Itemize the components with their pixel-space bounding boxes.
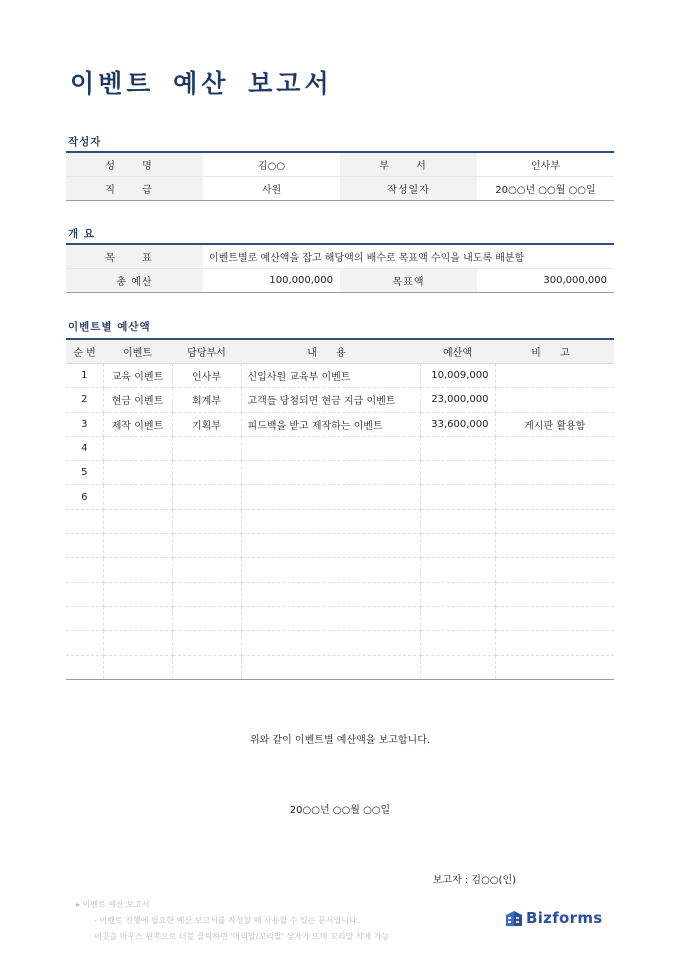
row-note[interactable] <box>495 461 614 485</box>
report-date: 20○○년 ○○월 ○○일 <box>289 805 391 816</box>
row-event[interactable] <box>103 461 172 485</box>
row-dept[interactable] <box>172 606 241 630</box>
row-content[interactable] <box>241 461 420 485</box>
row-event[interactable] <box>103 606 172 630</box>
row-no[interactable]: 5 <box>66 461 103 485</box>
row-dept[interactable]: 회계부 <box>172 388 241 412</box>
events-section-label: 이벤트별 예산액 <box>68 321 151 333</box>
row-dept[interactable] <box>172 485 241 509</box>
row-content[interactable]: 고객들 당첨되면 현금 지급 이벤트 <box>241 388 420 412</box>
row-event[interactable] <box>103 582 172 606</box>
name-label: 성 명 <box>66 152 203 177</box>
row-note[interactable] <box>495 606 614 630</box>
row-dept[interactable] <box>172 655 241 679</box>
row-budget[interactable] <box>420 534 495 558</box>
table-row <box>66 461 614 485</box>
row-budget[interactable] <box>420 582 495 606</box>
row-budget[interactable]: 10,009,000 <box>420 364 495 388</box>
overview-section-label: 개 요 <box>68 228 95 240</box>
row-note[interactable] <box>495 436 614 460</box>
writer-row-1 <box>66 152 614 177</box>
overview-table <box>66 243 614 293</box>
row-content[interactable] <box>241 582 420 606</box>
document-title: 이벤트 예산 보고서 <box>70 69 333 98</box>
building-icon <box>505 909 523 927</box>
header-dept: 담당부서 <box>172 339 241 364</box>
row-budget[interactable]: 23,000,000 <box>420 388 495 412</box>
row-dept[interactable] <box>172 582 241 606</box>
row-note[interactable] <box>495 558 614 582</box>
row-note[interactable] <box>495 364 614 388</box>
row-no[interactable]: 6 <box>66 485 103 509</box>
header-budget: 예산액 <box>420 339 495 364</box>
row-content[interactable]: 피드백을 받고 제작하는 이벤트 <box>241 412 420 436</box>
row-note[interactable] <box>495 655 614 679</box>
reporter-signature: 보고자 : 김○○(인) <box>432 875 516 886</box>
row-dept[interactable]: 기획부 <box>172 412 241 436</box>
row-no[interactable] <box>66 534 103 558</box>
row-budget[interactable] <box>420 436 495 460</box>
table-row <box>66 412 614 436</box>
row-budget[interactable] <box>420 485 495 509</box>
row-no[interactable] <box>66 655 103 679</box>
table-row <box>66 485 614 509</box>
row-content[interactable] <box>241 631 420 655</box>
row-note[interactable] <box>495 388 614 412</box>
row-event[interactable]: 교육 이벤트 <box>103 364 172 388</box>
row-dept[interactable] <box>172 558 241 582</box>
row-dept[interactable] <box>172 534 241 558</box>
row-budget[interactable] <box>420 606 495 630</box>
writer-section-label: 작성자 <box>68 136 102 148</box>
row-event[interactable] <box>103 436 172 460</box>
row-budget[interactable] <box>420 461 495 485</box>
goal-label: 목 표 <box>66 244 203 269</box>
row-content[interactable] <box>241 436 420 460</box>
row-event[interactable] <box>103 534 172 558</box>
row-no[interactable]: 1 <box>66 364 103 388</box>
row-event[interactable] <box>103 485 172 509</box>
dept-value[interactable]: 인사부 <box>477 152 614 177</box>
row-note[interactable] <box>495 534 614 558</box>
row-no[interactable]: 3 <box>66 412 103 436</box>
row-budget[interactable] <box>420 655 495 679</box>
dept-label: 부 서 <box>340 152 477 177</box>
row-content[interactable] <box>241 534 420 558</box>
table-row <box>66 582 614 606</box>
row-budget[interactable]: 33,600,000 <box>420 412 495 436</box>
budget-label: 총 예산 <box>66 269 203 293</box>
row-event[interactable] <box>103 509 172 533</box>
row-dept[interactable]: 인사부 <box>172 364 241 388</box>
table-row <box>66 606 614 630</box>
overview-row-1 <box>66 244 614 269</box>
header-note: 비 고 <box>495 339 614 364</box>
row-event[interactable] <box>103 631 172 655</box>
row-dept[interactable] <box>172 509 241 533</box>
writer-row-2 <box>66 177 614 201</box>
footer-instruction: 이곳을 마우스 왼쪽으로 더블 클릭하면 '머리말/꼬리말' 상자가 뜨며 꼬리말 삭제 가능 <box>94 932 390 941</box>
table-row <box>66 655 614 679</box>
header-event: 이벤트 <box>103 339 172 364</box>
row-no[interactable] <box>66 631 103 655</box>
table-row <box>66 631 614 655</box>
table-row <box>66 364 614 388</box>
row-content[interactable] <box>241 558 420 582</box>
table-row <box>66 509 614 533</box>
header-content: 내 용 <box>241 339 420 364</box>
row-dept[interactable] <box>172 436 241 460</box>
row-content[interactable] <box>241 485 420 509</box>
row-note[interactable]: 게시판 활용함 <box>495 412 614 436</box>
target-value[interactable]: 300,000,000 <box>543 275 607 286</box>
row-content[interactable] <box>241 655 420 679</box>
row-content[interactable] <box>241 509 420 533</box>
row-budget[interactable] <box>420 631 495 655</box>
bizforms-logo <box>505 909 603 927</box>
header-no: 순 번 <box>66 339 103 364</box>
table-row <box>66 558 614 582</box>
footer-description: - 이벤트 진행에 필요한 예산 보고서를 작성할 때 사용할 수 있는 문서입니다. <box>94 916 360 925</box>
writer-table <box>66 151 614 201</box>
row-dept[interactable] <box>172 631 241 655</box>
events-table <box>66 338 614 680</box>
row-event[interactable] <box>103 558 172 582</box>
report-statement: 위와 같이 이벤트별 예산액을 보고합니다. <box>249 735 431 746</box>
position-value[interactable]: 사원 <box>261 185 282 196</box>
events-header-row <box>66 339 614 364</box>
table-row <box>66 388 614 412</box>
row-note[interactable] <box>495 509 614 533</box>
logo-text: Bizforms <box>526 909 603 927</box>
target-label: 목표액 <box>340 269 477 293</box>
row-budget[interactable] <box>420 509 495 533</box>
table-row <box>66 534 614 558</box>
row-no[interactable] <box>66 582 103 606</box>
goal-value[interactable]: 이벤트별로 예산액을 잡고 해당액의 배수로 목표액 수익을 내도록 배분함 <box>203 244 614 269</box>
row-no[interactable]: 2 <box>66 388 103 412</box>
date-value[interactable]: 20○○년 ○○월 ○○일 <box>495 185 596 196</box>
row-event[interactable]: 제작 이벤트 <box>103 412 172 436</box>
row-event[interactable] <box>103 655 172 679</box>
date-label: 작성일자 <box>340 177 477 201</box>
footer-title: ▸ 이벤트 예산 보고서 <box>76 900 150 909</box>
row-no[interactable]: 4 <box>66 436 103 460</box>
row-note[interactable] <box>495 582 614 606</box>
row-content[interactable] <box>241 606 420 630</box>
row-no[interactable] <box>66 558 103 582</box>
position-label: 직 급 <box>66 177 203 201</box>
overview-row-2 <box>66 269 614 293</box>
row-event[interactable]: 현금 이벤트 <box>103 388 172 412</box>
table-row <box>66 436 614 460</box>
row-no[interactable] <box>66 509 103 533</box>
row-content[interactable]: 신입사원 교육부 이벤트 <box>241 364 420 388</box>
row-dept[interactable] <box>172 461 241 485</box>
row-budget[interactable] <box>420 558 495 582</box>
budget-value[interactable]: 100,000,000 <box>269 275 333 286</box>
row-note[interactable] <box>495 485 614 509</box>
name-value[interactable]: 김○○ <box>203 152 340 177</box>
row-no[interactable] <box>66 606 103 630</box>
row-note[interactable] <box>495 631 614 655</box>
